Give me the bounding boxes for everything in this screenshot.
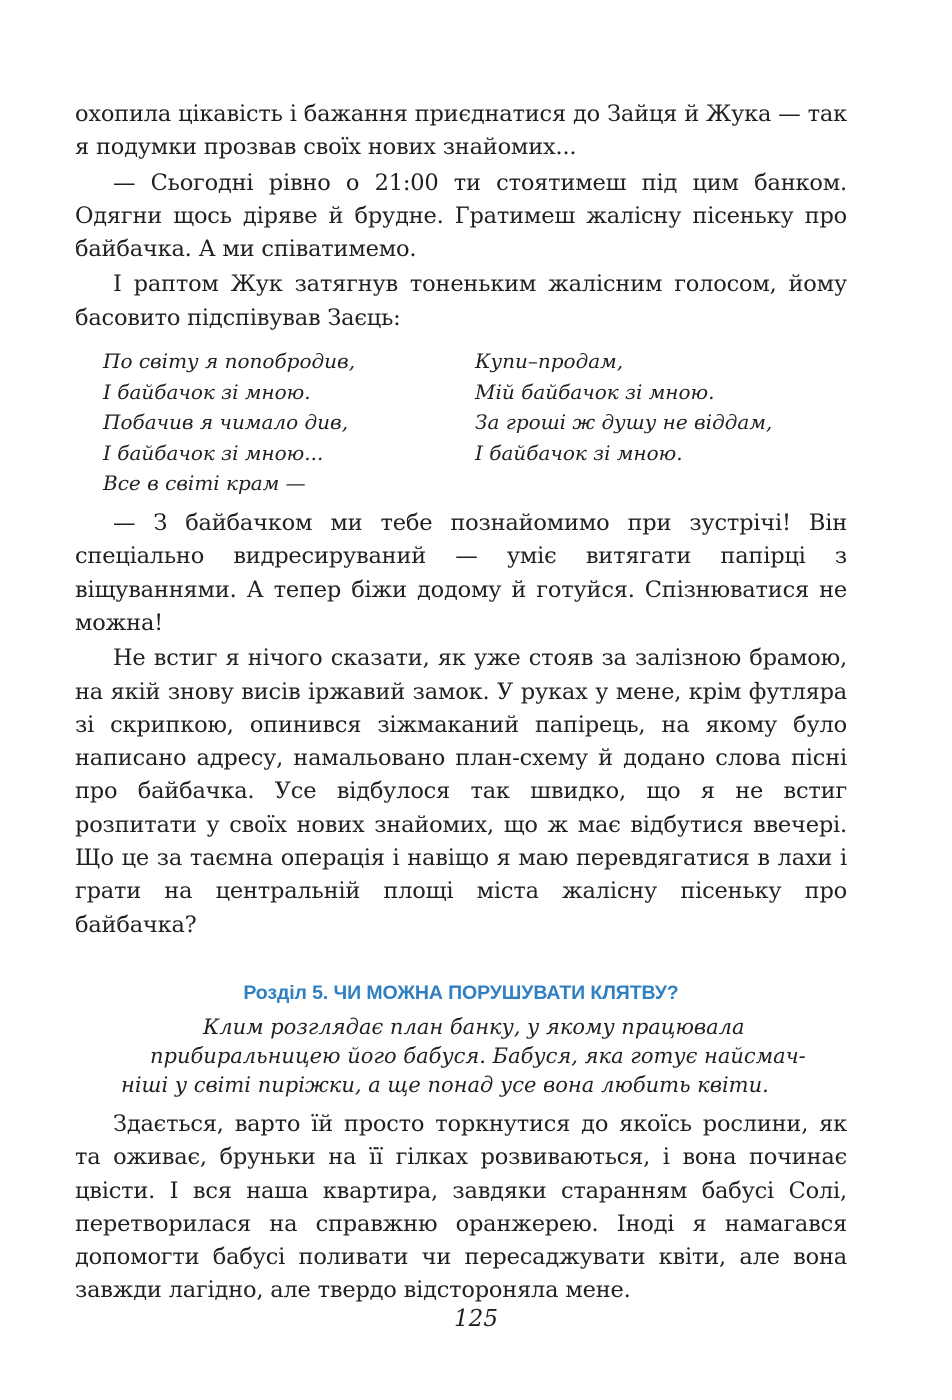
paragraph: Не встиг я нічого сказати, як уже стояв за залізною брамою, на якій знову висів іржавий замок. У руках у мене, крім футляра зі скрипкою, опинився зіжмаканий папірець, на якому було написано адресу, намальовано план-схему й додано слова пісні про байбачка. Усе відбулося так швидко, що я не встиг розпитати у своїх нових знайомих, що ж має відбутися ввечері. Що це за таємна операція і навіщо я маю перевдягатися в лахи і грати на центральній площі міста жалісну пісеньку про байбачка? <box>75 645 847 938</box>
lyrics-line: І байбачок зі мною... <box>103 440 324 465</box>
lyrics-column-left <box>103 346 475 499</box>
lyrics-line: Все в світі крам — <box>103 471 306 496</box>
song-lyrics <box>75 346 847 499</box>
summary-line: прибиральницею його бабуся. Бабуся, яка готує найсмач- <box>150 1043 806 1068</box>
lyrics-line: По світу я попобродив, <box>103 349 356 374</box>
lyrics-line: За гроші ж душу не віддам, <box>475 410 773 435</box>
page-body <box>75 98 847 1308</box>
lyrics-column-right <box>475 346 847 499</box>
paragraph: охопила цікавість і бажання приєднатися до Зайця й Жука — так я подумки прозвав своїх нових знайомих... <box>75 101 847 161</box>
paragraph: — З байбачком ми тебе познайомимо при зустрічі! Він спеціально видресируваний — уміє витягати папірці з віщуваннями. А тепер біжи додому й готуйся. Спізнюватися не можна! <box>75 510 847 636</box>
lyrics-line: Побачив я чимало див, <box>103 410 349 435</box>
summary-line: Клим розглядає план банку, у якому працювала <box>203 1014 745 1039</box>
section-summary <box>75 1013 847 1100</box>
paragraph: І раптом Жук затягнув тоненьким жалісним голосом, йому басовито підспівував Заєць: <box>75 271 847 331</box>
paragraph: Здається, варто їй просто торкнутися до якоїсь рослини, як та оживає, бруньки на її гілках розвиваються, і вона починає цвісти. І вся наша квартира, завдяки старанням бабусі Солі, перетворилася на справжню оранжерею. Іноді я намагався допомогти бабусі поливати чи пересаджувати квіти, але вона завжди лагідно, але твердо відстороняла мене. <box>75 1110 847 1304</box>
section-heading: Розділ 5. ЧИ МОЖНА ПОРУШУВАТИ КЛЯТВУ? <box>243 981 679 1004</box>
lyrics-line: Купи–продам, <box>475 349 624 374</box>
lyrics-line: Мій байбачок зі мною. <box>475 379 715 404</box>
summary-line: ніші у світі пиріжки, а ще понад усе вона любить квіти. <box>121 1072 769 1097</box>
lyrics-line: І байбачок зі мною. <box>103 379 311 404</box>
paragraph: — Сьогодні рівно о 21:00 ти стоятимеш під цим банком. Одягни щось діряве й брудне. Гратимеш жалісну пісеньку про байбачка. А ми співатимемо. <box>75 169 847 263</box>
page-number: 125 <box>454 1306 498 1332</box>
lyrics-line: І байбачок зі мною. <box>475 440 683 465</box>
